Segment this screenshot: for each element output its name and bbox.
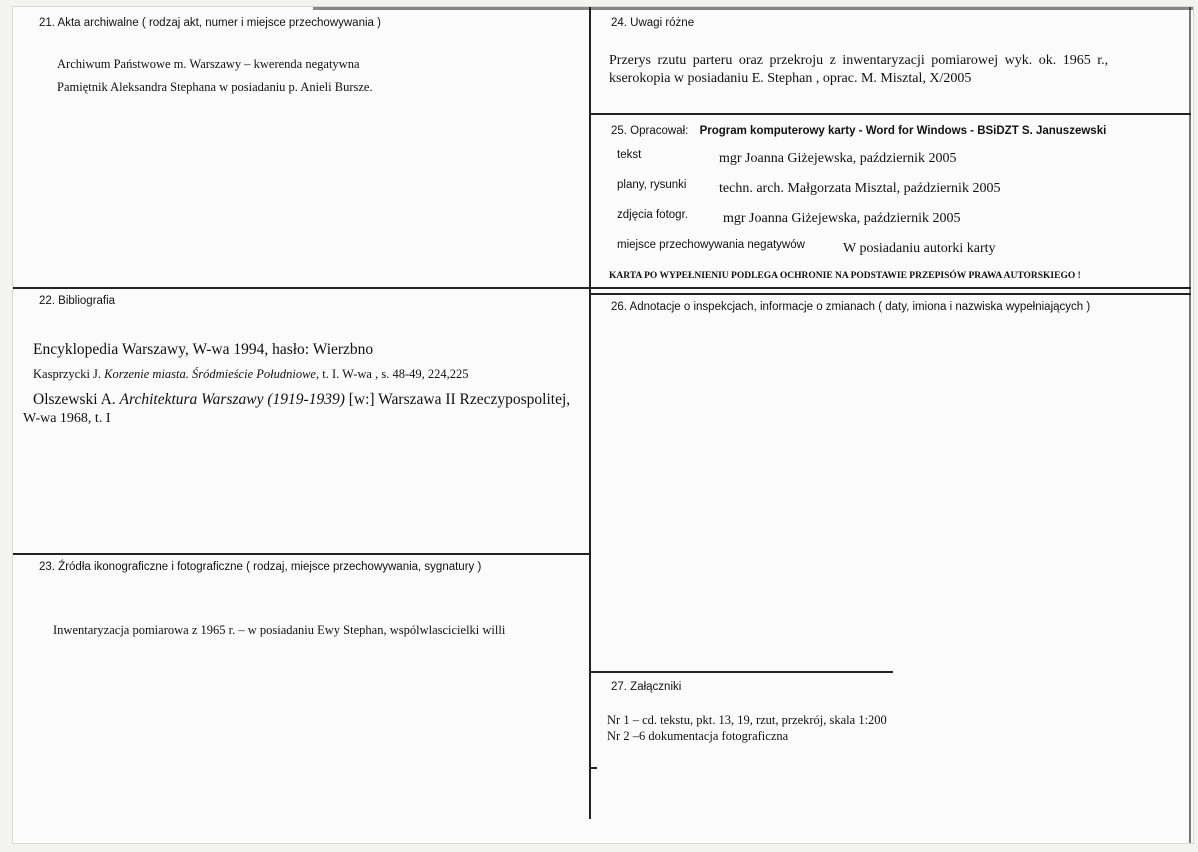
prepared-label-negatives: miejsce przechowywania negatywów (617, 239, 805, 251)
bibliography-entry-2 (33, 367, 469, 382)
remarks-line-1: Przerys rzutu parteru oraz przekroju z inwentaryzacji pomiarowej wyk. ok. 1965 r., (609, 53, 1109, 68)
bibliography-entry-1: Encyklopedia Warszawy, W-wa 1994, hasło: Wierzbno (33, 341, 374, 358)
divider-26-27 (591, 671, 893, 673)
prepared-value-text: mgr Joanna Giżejewska, październik 2005 (719, 151, 957, 166)
prepared-label-photos: zdjęcia fotogr. (617, 209, 688, 221)
prepared-value-negatives: W posiadaniu autorki karty (843, 241, 996, 256)
entry-2-details: t. I. W-wa , s. 48-49, 224,225 (322, 367, 469, 381)
section-27-title: 27. Załączniki (611, 681, 682, 693)
copyright-notice: KARTA PO WYPEŁNIENIU PODLEGA OCHRONIE NA PODSTAWIE PRZEPISÓW PRAWA AUTORSKIEGO ! (609, 271, 1081, 281)
archive-line-1: Archiwum Państwowe m. Warszawy – kwerenda negatywna (57, 57, 360, 71)
section-24-title: 24. Uwagi różne (611, 17, 695, 29)
prepared-by-label: 25. Opracował: (611, 125, 689, 137)
entry-3-title: Architektura Warszawy (1919-1939) (119, 391, 345, 408)
attachment-line-1: Nr 1 – cd. tekstu, pkt. 13, 19, rzut, przekrój, skala 1:200 (607, 713, 887, 727)
divider-24-25 (591, 113, 1191, 115)
remarks-line-2: kserokopia w posiadaniu E. Stephan , oprac. M. Misztal, X/2005 (609, 71, 972, 86)
entry-2-title: Korzenie miasta. Śródmieście Południowe, (104, 367, 320, 381)
bibliography-entry-3-cont: W-wa 1968, t. I (23, 411, 111, 426)
bibliography-entry-3 (33, 391, 570, 409)
center-divider (589, 7, 591, 819)
divider-25-26 (591, 293, 1191, 295)
entry-2-author: Kasprzycki J. (33, 367, 102, 381)
archive-line-2: Pamiętnik Aleksandra Stephana w posiadaniu p. Anieli Bursze. (57, 80, 373, 94)
form-card (12, 6, 1194, 844)
right-border (1189, 7, 1191, 843)
prepared-value-drawings: techn. arch. Małgorzata Misztal, październik 2005 (719, 181, 1001, 196)
entry-3-author: Olszewski A. (33, 391, 116, 408)
program-credit: Program komputerowy karty - Word for Windows - BSiDZT S. Januszewski (699, 125, 1107, 137)
section-26-title: 26. Adnotacje o inspekcjach, informacje o zmianach ( daty, imiona i nazwiska wypełniających ) (611, 301, 1091, 313)
top-edge-line (313, 7, 1193, 10)
prepared-label-text: tekst (617, 149, 642, 161)
divider-22-23 (13, 553, 591, 555)
tick-mark (591, 767, 597, 769)
section-22-title: 22. Bibliografia (39, 295, 116, 307)
prepared-label-drawings: plany, rysunki (617, 179, 687, 191)
section-25-title (611, 125, 1106, 137)
prepared-value-photos: mgr Joanna Giżejewska, październik 2005 (723, 211, 961, 226)
section-23-title: 23. Źródła ikonograficzne i fotograficzne ( rodzaj, miejsce przechowywania, sygnatury ) (39, 561, 482, 573)
divider-21-22 (13, 287, 1191, 289)
section-21-title: 21. Akta archiwalne ( rodzaj akt, numer i miejsce przechowywania ) (39, 17, 381, 29)
entry-3-details: [w:] Warszawa II Rzeczypospolitej, (348, 391, 571, 408)
iconography-line-1: Inwentaryzacja pomiarowa z 1965 r. – w posiadaniu Ewy Stephan, wspólwlascicielki willi (53, 623, 506, 637)
attachment-line-2: Nr 2 –6 dokumentacja fotograficzna (607, 729, 789, 743)
